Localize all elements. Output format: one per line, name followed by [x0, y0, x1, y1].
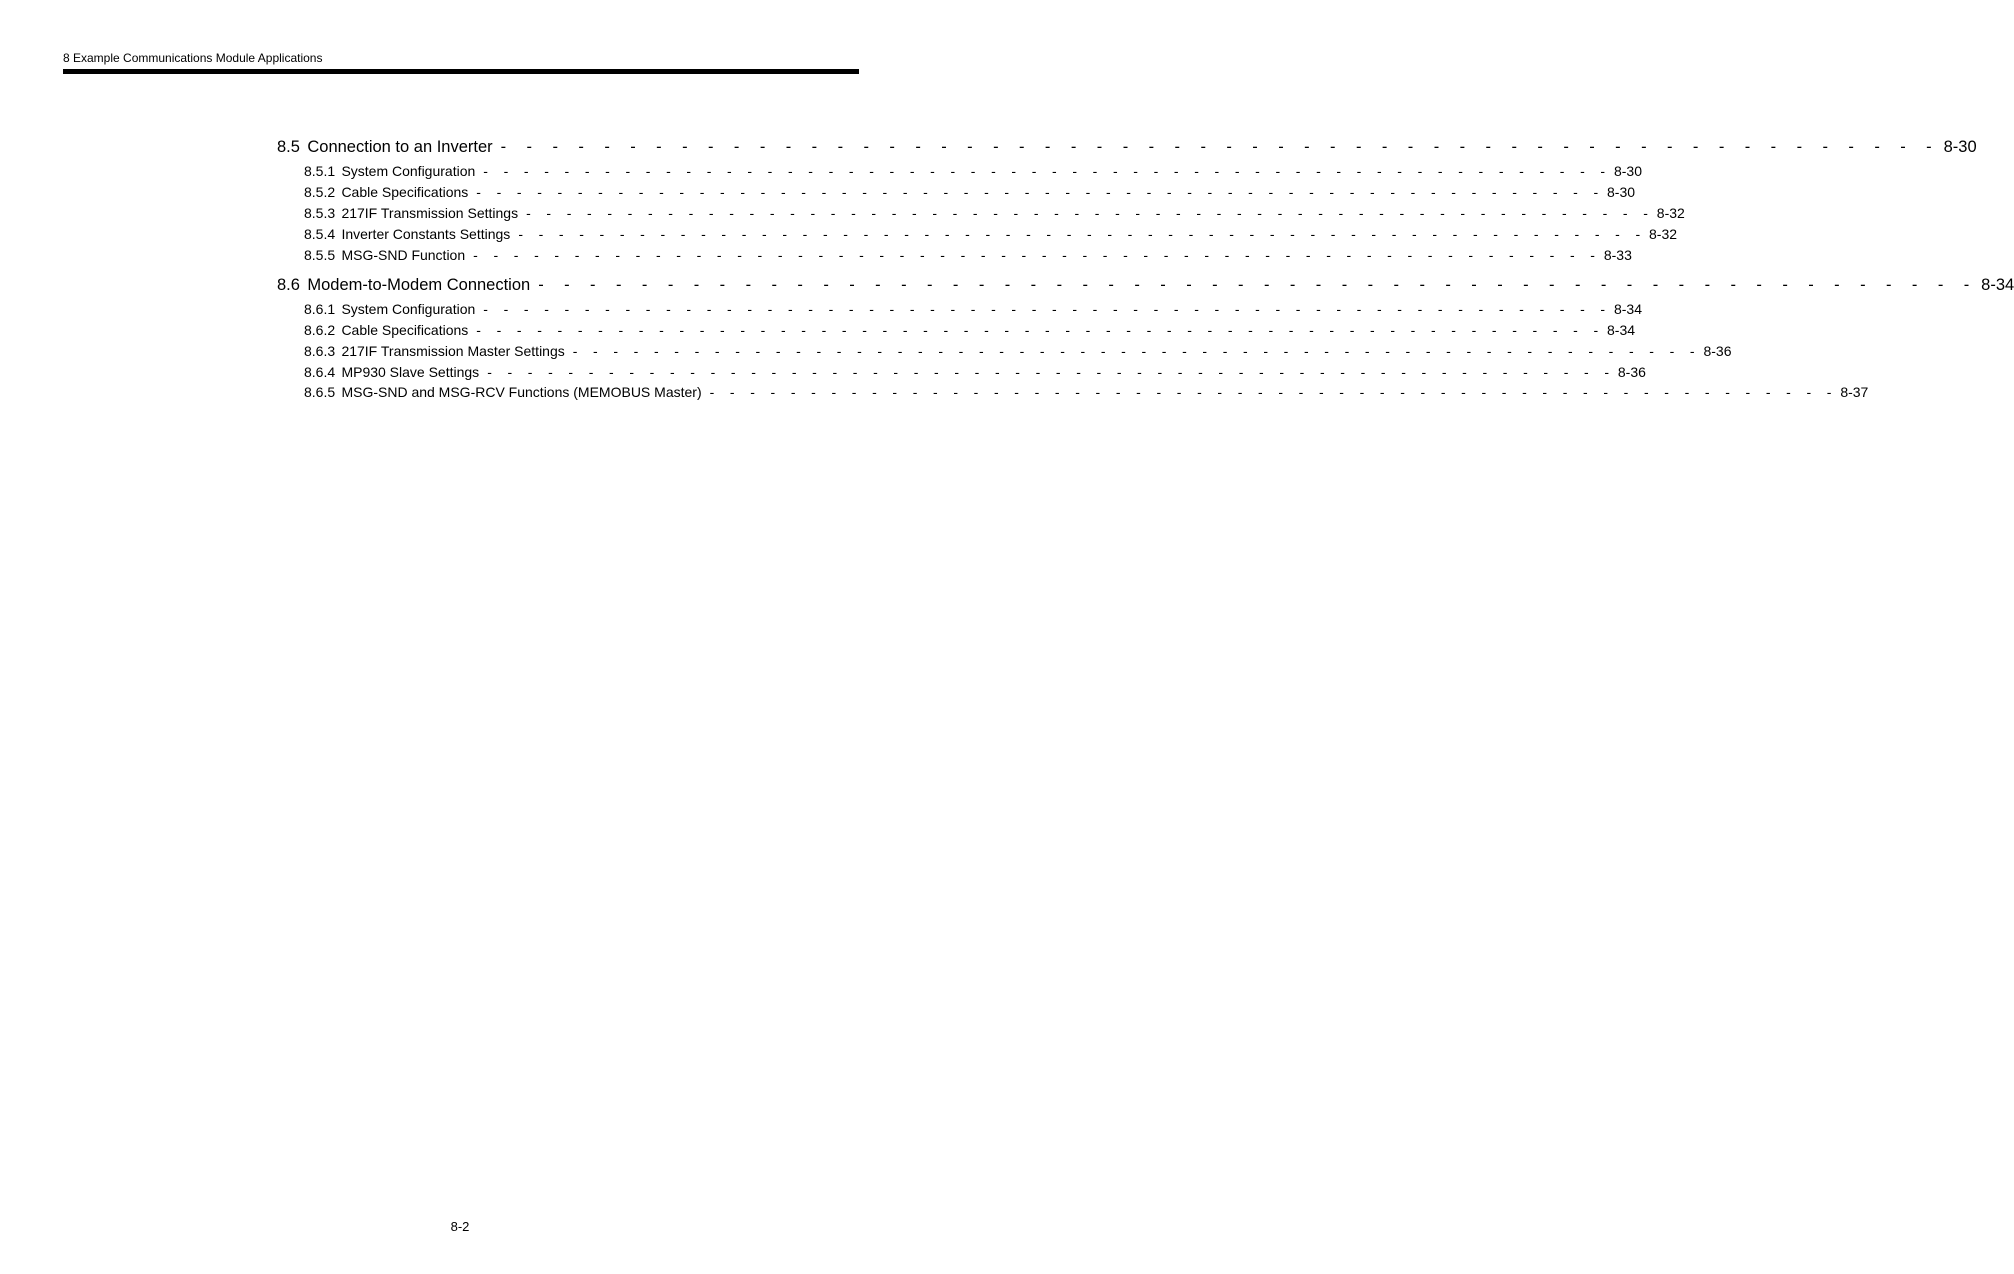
- section-number: 8.5: [277, 138, 300, 156]
- toc-subsection-8-6-3[interactable]: [304, 342, 1732, 360]
- toc-section-8-5[interactable]: [277, 136, 1977, 158]
- page-reference: 8-34: [1613, 301, 1643, 317]
- dot-leader: - - - - - - - - - - - - - - - - - - - - - - - - - - - - - - - - - - - - - - - - - - - - - - - - - - - - - - - -: [476, 322, 1604, 338]
- page-reference: 8-36: [1703, 343, 1732, 359]
- subsection-number: 8.6.1: [304, 301, 336, 317]
- section-title: Modem-to-Modem Connection: [307, 276, 531, 294]
- page-reference: 8-32: [1656, 205, 1685, 221]
- subsection-title: 217IF Transmission Settings: [341, 205, 519, 221]
- subsection-title: Inverter Constants Settings: [341, 226, 511, 242]
- toc-subsection-8-6-2[interactable]: [304, 321, 1636, 339]
- toc-section-8-6[interactable]: [277, 274, 2014, 296]
- subsection-number: 8.6.2: [304, 322, 336, 338]
- dot-leader: - - - - - - - - - - - - - - - - - - - - - - - - - - - - - - - - - - - - - - - - - - - - - - - - - - - - - - - -: [709, 384, 1838, 400]
- page-reference: 8-32: [1649, 226, 1678, 242]
- dot-leader: - - - - - - - - - - - - - - - - - - - - - - - - - - - - - - - - - - - - - - - - - - - - - - - - - - - - - - - -: [518, 226, 1647, 242]
- page-reference: 8-36: [1617, 364, 1646, 380]
- toc-subsection-8-5-3[interactable]: [304, 204, 1685, 222]
- subsection-title: System Configuration: [341, 163, 476, 179]
- subsection-number: 8.5.3: [304, 205, 336, 221]
- subsection-number: 8.5.4: [304, 226, 336, 242]
- toc-subsection-8-6-4[interactable]: [304, 363, 1646, 381]
- section-number: 8.6: [277, 276, 300, 294]
- page-number: 8-2: [450, 1219, 470, 1234]
- dot-leader: - - - - - - - - - - - - - - - - - - - - - - - - - - - - - - - - - - - - - - - - - - - - - - - - - - - - - - - -: [476, 184, 1604, 200]
- subsection-title: MP930 Slave Settings: [341, 364, 480, 380]
- subsection-title: Cable Specifications: [341, 184, 469, 200]
- dot-leader: - - - - - - - - - - - - - - - - - - - - - - - - - - - - - - - - - - - - - - - - - - - - - - - - - - - - - - - -: [487, 364, 1615, 380]
- page-reference: 8-30: [1613, 163, 1643, 179]
- running-header: 8 Example Communications Module Applications: [63, 51, 323, 65]
- page-reference: 8-33: [1603, 247, 1632, 263]
- header-rule: [63, 69, 859, 74]
- subsection-title: MSG-SND and MSG-RCV Functions (MEMOBUS Master): [341, 384, 702, 400]
- subsection-number: 8.6.4: [304, 364, 336, 380]
- toc-subsection-8-5-4[interactable]: [304, 225, 1678, 243]
- dot-leader: - - - - - - - - - - - - - - - - - - - - - - - - - - - - - - - - - - - - - - - - - - - - - - - - - - - - - - - -: [538, 276, 1978, 294]
- toc-subsection-8-6-5[interactable]: [304, 383, 1869, 401]
- subsection-number: 8.6.3: [304, 343, 336, 359]
- subsection-number: 8.6.5: [304, 384, 336, 400]
- page-reference: 8-34: [1981, 276, 2014, 294]
- subsection-title: Cable Specifications: [341, 322, 469, 338]
- subsection-number: 8.5.2: [304, 184, 336, 200]
- dot-leader: - - - - - - - - - - - - - - - - - - - - - - - - - - - - - - - - - - - - - - - - - - - - - - - - - - - - - - - -: [500, 138, 1940, 156]
- dot-leader: - - - - - - - - - - - - - - - - - - - - - - - - - - - - - - - - - - - - - - - - - - - - - - - - - - - - - - - -: [572, 343, 1701, 359]
- dot-leader: - - - - - - - - - - - - - - - - - - - - - - - - - - - - - - - - - - - - - - - - - - - - - - - - - - - - - - - -: [473, 247, 1601, 263]
- page-reference: 8-30: [1607, 184, 1636, 200]
- toc-subsection-8-5-1[interactable]: [304, 162, 1643, 180]
- section-title: Connection to an Inverter: [307, 138, 493, 156]
- subsection-title: MSG-SND Function: [341, 247, 466, 263]
- subsection-number: 8.5.5: [304, 247, 336, 263]
- dot-leader: - - - - - - - - - - - - - - - - - - - - - - - - - - - - - - - - - - - - - - - - - - - - - - - - - - - - - - - -: [483, 301, 1611, 317]
- subsection-title: 217IF Transmission Master Settings: [341, 343, 565, 359]
- dot-leader: - - - - - - - - - - - - - - - - - - - - - - - - - - - - - - - - - - - - - - - - - - - - - - - - - - - - - - - -: [526, 205, 1654, 221]
- page-reference: 8-37: [1840, 384, 1869, 400]
- subsection-title: System Configuration: [341, 301, 476, 317]
- subsection-number: 8.5.1: [304, 163, 336, 179]
- dot-leader: - - - - - - - - - - - - - - - - - - - - - - - - - - - - - - - - - - - - - - - - - - - - - - - - - - - - - - - -: [483, 163, 1611, 179]
- toc-subsection-8-5-5[interactable]: [304, 246, 1632, 264]
- page-reference: 8-34: [1607, 322, 1636, 338]
- toc-subsection-8-5-2[interactable]: [304, 183, 1636, 201]
- page-reference: 8-30: [1943, 138, 1977, 156]
- toc-subsection-8-6-1[interactable]: [304, 300, 1643, 318]
